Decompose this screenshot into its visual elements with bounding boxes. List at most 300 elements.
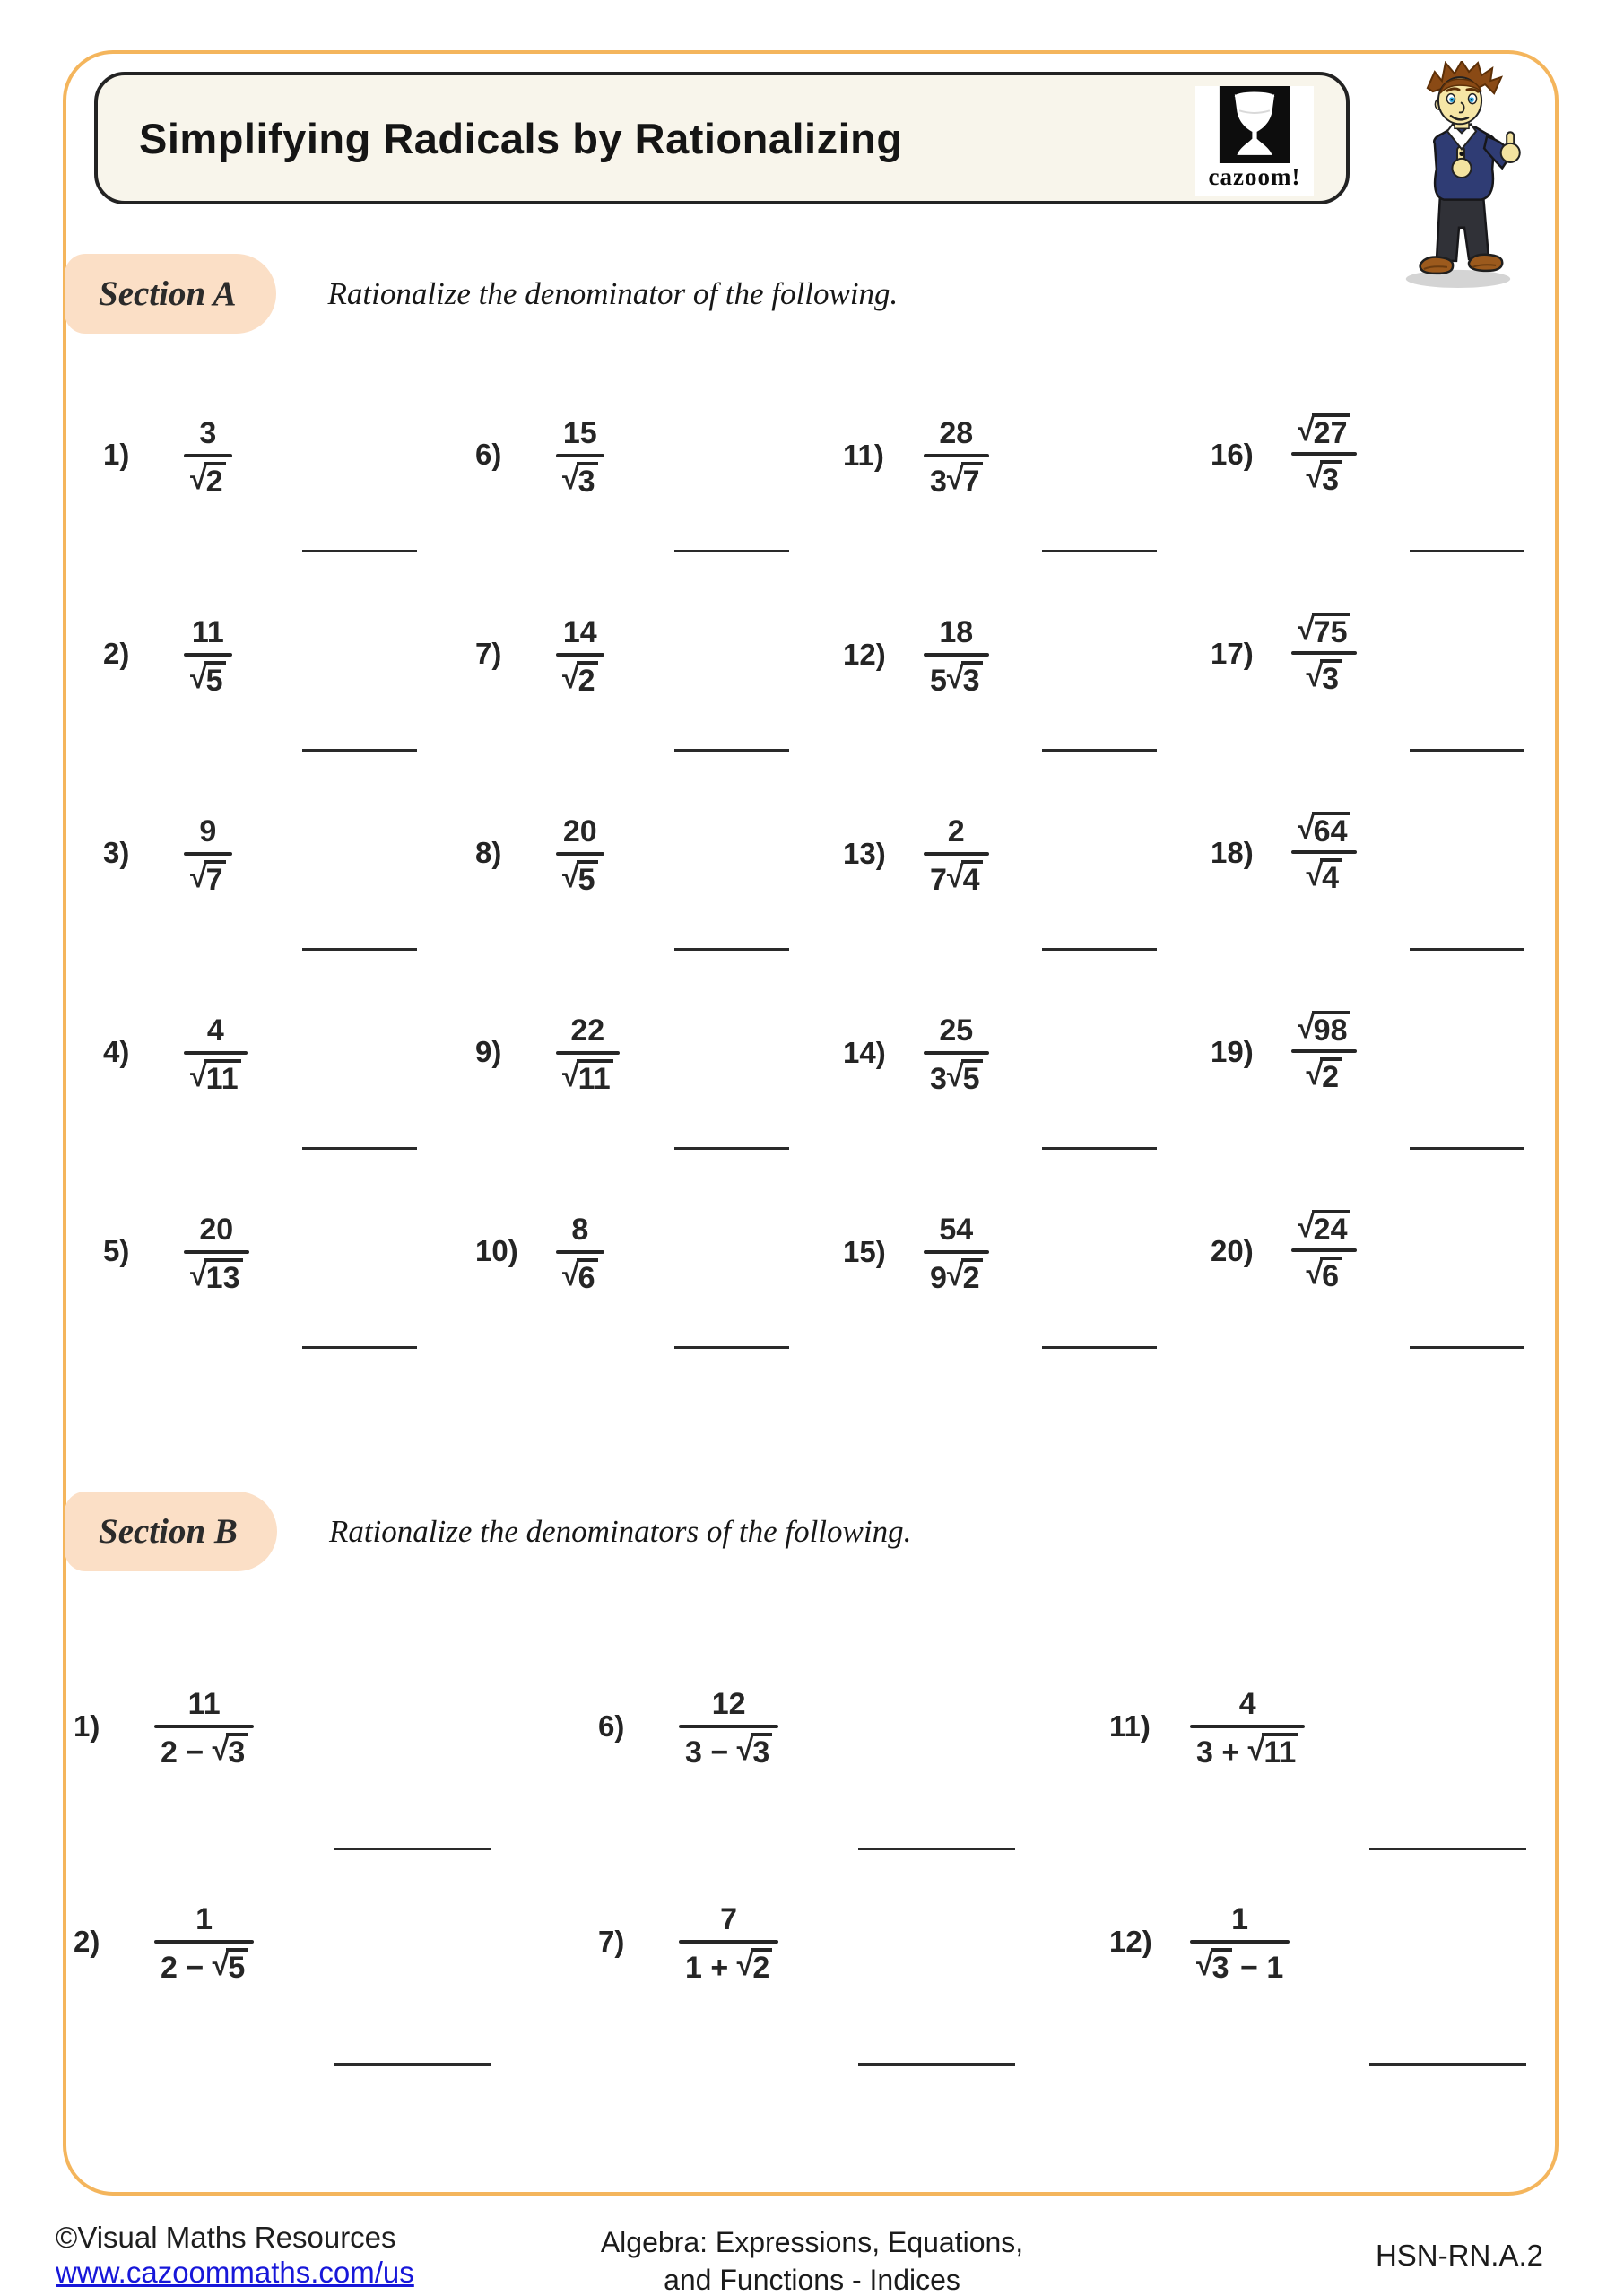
radical-sign-icon: √ <box>1298 413 1315 448</box>
fraction-numerator <box>557 413 604 450</box>
answer-line[interactable] <box>334 1848 491 1850</box>
fraction-bar <box>184 653 232 657</box>
problem-a-6 <box>466 399 834 598</box>
math-text: 7 <box>720 1902 738 1936</box>
radical <box>1298 413 1350 448</box>
fraction-numerator <box>193 812 222 848</box>
problem-number: 13) <box>843 837 886 871</box>
fraction <box>154 1900 254 1984</box>
problem-number: 2) <box>74 1925 100 1959</box>
radical <box>1196 1948 1232 1983</box>
fraction-bar <box>184 852 232 856</box>
problem-number: 8) <box>475 836 502 870</box>
radical-sign-icon: √ <box>562 1058 579 1093</box>
math-text: 18 <box>939 615 974 649</box>
answer-line[interactable] <box>1410 1147 1524 1150</box>
problem-b-12 <box>1100 1885 1553 2100</box>
math-text: 5 <box>930 663 947 698</box>
problem-number: 6) <box>475 438 502 472</box>
page-title: Simplifying Radicals by Rationalizing <box>139 114 903 162</box>
problem-number: 2) <box>103 637 130 671</box>
radical <box>1306 1257 1342 1292</box>
problem-a-5 <box>94 1196 466 1395</box>
radicand: 3 <box>226 1733 248 1768</box>
section-a-label: Section A <box>65 254 276 334</box>
radicand: 4 <box>961 860 983 895</box>
fraction <box>556 613 604 696</box>
fraction-numerator <box>1291 413 1357 448</box>
fraction <box>1291 812 1357 893</box>
footer-subject <box>448 2224 1176 2296</box>
fraction <box>924 1210 989 1294</box>
footer-copyright: ©Visual Maths Resources <box>56 2221 396 2254</box>
fraction-numerator <box>193 1210 239 1247</box>
radical <box>562 462 598 497</box>
logo-wordmark: cazoom! <box>1208 163 1301 190</box>
math-text: 3 + <box>1196 1735 1248 1770</box>
radicand: 11 <box>204 1059 241 1094</box>
answer-line[interactable] <box>674 550 789 552</box>
math-text: 3 <box>199 416 217 450</box>
fraction <box>184 812 232 895</box>
radical-sign-icon: √ <box>946 1058 964 1093</box>
problem-a-19 <box>1202 996 1547 1196</box>
problem-number: 11) <box>843 439 884 473</box>
section-b-instruction: Rationalize the denominators of the following. <box>328 1513 912 1549</box>
fraction-denominator <box>184 462 232 497</box>
answer-line[interactable] <box>1042 1147 1157 1150</box>
fraction-denominator <box>1190 1948 1290 1985</box>
fraction-denominator <box>924 462 989 499</box>
math-text: 8 <box>571 1213 589 1247</box>
radical <box>1298 812 1350 847</box>
answer-line[interactable] <box>334 2063 491 2066</box>
fraction <box>1291 413 1357 495</box>
problem-a-11 <box>834 399 1202 598</box>
fraction-bar <box>924 1250 989 1254</box>
radical <box>562 661 598 696</box>
problem-number: 10) <box>475 1234 518 1268</box>
fraction-denominator <box>184 860 232 895</box>
radicand: 3 <box>1320 659 1342 694</box>
radical <box>213 1948 248 1983</box>
radicand: 3 <box>577 462 598 497</box>
radical-sign-icon: √ <box>1298 1011 1315 1045</box>
fraction-numerator <box>182 1684 227 1721</box>
answer-line[interactable] <box>674 1147 789 1150</box>
section-a-problems <box>94 399 1547 1395</box>
radicand: 6 <box>1320 1257 1342 1292</box>
radical <box>1248 1733 1299 1768</box>
math-text: 2 <box>947 814 965 848</box>
problem-a-9 <box>466 996 834 1196</box>
fraction-denominator <box>556 860 604 895</box>
fraction <box>184 413 232 497</box>
radical-sign-icon: √ <box>1196 1947 1213 1982</box>
radical-sign-icon: √ <box>190 461 207 496</box>
radical-sign-icon: √ <box>946 1257 964 1292</box>
radicand: 2 <box>204 462 226 497</box>
fraction-bar <box>556 1051 620 1055</box>
fraction-bar <box>924 852 989 856</box>
math-text: 20 <box>562 814 597 848</box>
problem-number: 18) <box>1211 835 1254 869</box>
radical <box>947 462 983 497</box>
radical-sign-icon: √ <box>946 660 964 695</box>
math-text: 4 <box>206 1013 224 1048</box>
fraction-denominator <box>154 1948 254 1985</box>
math-text: 11 <box>187 1687 221 1721</box>
math-text: 28 <box>939 416 974 450</box>
math-text: 2 − <box>161 1950 213 1985</box>
fraction-denominator <box>1299 858 1348 893</box>
radical <box>562 860 598 895</box>
fraction-denominator <box>556 1059 620 1094</box>
fraction <box>154 1684 254 1769</box>
radicand: 27 <box>1312 413 1350 448</box>
radical <box>947 1258 983 1293</box>
fraction-numerator <box>201 1011 230 1048</box>
fraction-bar <box>1291 1049 1357 1053</box>
math-text: 15 <box>562 416 597 450</box>
problem-number: 15) <box>843 1235 886 1269</box>
fraction <box>184 1210 249 1293</box>
fraction-bar <box>1291 850 1357 854</box>
answer-line[interactable] <box>302 948 417 951</box>
problem-number: 17) <box>1211 636 1254 670</box>
math-text: 14 <box>562 615 597 649</box>
problem-a-10 <box>466 1196 834 1395</box>
radical-sign-icon: √ <box>736 1732 754 1767</box>
radical <box>947 661 983 696</box>
radical <box>1306 659 1342 694</box>
radical <box>213 1733 248 1768</box>
fraction-denominator <box>184 1258 249 1293</box>
radicand: 5 <box>226 1948 248 1983</box>
radical-sign-icon: √ <box>1306 1057 1324 1091</box>
fraction-numerator <box>933 413 979 450</box>
radicand: 11 <box>1262 1733 1298 1768</box>
answer-line[interactable] <box>674 948 789 951</box>
fraction-numerator <box>933 613 979 649</box>
math-text: 3 − <box>685 1735 737 1770</box>
problem-a-13 <box>834 797 1202 996</box>
radicand: 7 <box>204 860 226 895</box>
radical-sign-icon: √ <box>1306 1257 1324 1291</box>
radical-sign-icon: √ <box>562 859 579 894</box>
problem-a-2 <box>94 598 466 797</box>
answer-line[interactable] <box>302 749 417 752</box>
problem-number: 12) <box>843 638 886 672</box>
fraction-numerator <box>564 1011 611 1048</box>
radical-sign-icon: √ <box>946 859 964 894</box>
section-b-label: Section B <box>65 1492 277 1571</box>
answer-line[interactable] <box>1410 749 1524 752</box>
section-b-header <box>65 1492 911 1571</box>
fraction-denominator <box>1190 1733 1305 1770</box>
problem-a-20 <box>1202 1196 1547 1395</box>
radicand: 2 <box>961 1258 983 1293</box>
problem-b-11 <box>1100 1670 1553 1885</box>
fraction-bar <box>679 1940 778 1944</box>
problem-number: 16) <box>1211 437 1254 471</box>
radicand: 7 <box>961 462 983 497</box>
radicand: 3 <box>1211 1948 1232 1983</box>
fraction-bar <box>184 1250 249 1254</box>
fraction-numerator <box>1225 1900 1255 1936</box>
cazoom-logo <box>1195 86 1314 196</box>
fraction-denominator <box>154 1733 254 1770</box>
math-text: 12 <box>711 1687 746 1721</box>
fraction-denominator <box>924 661 989 698</box>
radical <box>1298 1011 1350 1046</box>
answer-line[interactable] <box>1369 1848 1526 1850</box>
fraction-bar <box>556 852 604 856</box>
math-text: 3 <box>930 1061 947 1096</box>
problem-number: 9) <box>475 1035 502 1069</box>
problem-number: 14) <box>843 1036 886 1070</box>
radicand: 4 <box>1320 858 1342 893</box>
problem-a-16 <box>1202 399 1547 598</box>
fraction <box>1291 1011 1357 1092</box>
radical <box>737 1733 773 1768</box>
fraction <box>679 1900 778 1984</box>
answer-line[interactable] <box>1042 749 1157 752</box>
radical <box>562 1258 598 1293</box>
fraction-denominator <box>1299 1057 1348 1092</box>
problem-b-6 <box>589 1670 1100 1885</box>
math-text: 9 <box>930 1260 947 1295</box>
radical-sign-icon: √ <box>212 1947 230 1982</box>
radical <box>562 1059 613 1094</box>
math-text: 20 <box>199 1213 234 1247</box>
radical <box>1306 858 1342 893</box>
section-a-header <box>65 254 898 334</box>
fraction-numerator <box>706 1684 752 1721</box>
radicand: 6 <box>577 1258 598 1293</box>
fraction-bar <box>556 1250 604 1254</box>
fraction <box>184 613 232 696</box>
radicand: 2 <box>577 661 598 696</box>
radical-sign-icon: √ <box>190 1257 207 1292</box>
goblet-logo-icon <box>1218 86 1291 163</box>
fraction <box>1291 613 1357 694</box>
math-text: 25 <box>939 1013 974 1048</box>
footer-website-link[interactable]: www.cazoommaths.com/us <box>56 2255 414 2289</box>
answer-line[interactable] <box>1042 550 1157 552</box>
fraction-denominator <box>556 1258 604 1293</box>
radical-sign-icon: √ <box>736 1947 754 1982</box>
title-box <box>94 72 1350 204</box>
problem-number: 20) <box>1211 1233 1254 1267</box>
radical <box>1298 613 1350 648</box>
radical-sign-icon: √ <box>190 1058 207 1093</box>
problem-number: 6) <box>598 1709 625 1744</box>
footer-subject-line2: and Functions - Indices <box>664 2263 960 2296</box>
problem-number: 11) <box>1109 1709 1151 1744</box>
fraction <box>924 1011 989 1095</box>
radicand: 24 <box>1312 1210 1350 1245</box>
fraction <box>1190 1900 1290 1984</box>
problem-number: 12) <box>1109 1925 1152 1959</box>
radicand: 3 <box>751 1733 772 1768</box>
radical-sign-icon: √ <box>562 660 579 695</box>
fraction-bar <box>1291 651 1357 655</box>
radical-sign-icon: √ <box>1298 1210 1315 1244</box>
fraction-bar <box>924 653 989 657</box>
fraction-bar <box>1291 452 1357 456</box>
problem-a-18 <box>1202 797 1547 996</box>
problem-a-17 <box>1202 598 1547 797</box>
radicand: 5 <box>577 860 598 895</box>
fraction <box>1190 1684 1305 1769</box>
fraction <box>924 413 989 498</box>
answer-line[interactable] <box>1410 1346 1524 1349</box>
radicand: 3 <box>1320 460 1342 495</box>
radicand: 64 <box>1312 812 1350 847</box>
problem-a-15 <box>834 1196 1202 1395</box>
fraction <box>1291 1210 1357 1292</box>
fraction-denominator <box>679 1733 778 1770</box>
fraction <box>556 1210 604 1293</box>
fraction <box>184 1011 248 1094</box>
radical <box>947 860 983 895</box>
answer-line[interactable] <box>1410 948 1524 951</box>
radicand: 2 <box>751 1948 772 1983</box>
fraction <box>556 812 604 895</box>
problem-a-8 <box>466 797 834 996</box>
fraction <box>679 1684 778 1769</box>
radicand: 5 <box>204 661 226 696</box>
math-text: − 1 <box>1231 1950 1284 1985</box>
fraction-denominator <box>556 462 604 497</box>
fraction-numerator <box>933 1011 979 1048</box>
fraction-numerator <box>1233 1684 1263 1721</box>
math-text: 7 <box>930 862 947 897</box>
radical <box>737 1948 773 1983</box>
math-text: 2 − <box>161 1735 213 1770</box>
fraction-numerator <box>933 1210 979 1247</box>
math-text: 4 <box>1238 1687 1256 1721</box>
math-text: 9 <box>199 814 217 848</box>
radicand: 75 <box>1312 613 1350 648</box>
section-b-problems <box>65 1670 1553 2100</box>
radical <box>1306 460 1342 495</box>
fraction <box>556 413 604 497</box>
radical <box>190 1258 243 1293</box>
problem-b-7 <box>589 1885 1100 2100</box>
radical-sign-icon: √ <box>1306 460 1324 494</box>
fraction-numerator <box>1291 613 1357 648</box>
fraction-numerator <box>565 1210 595 1247</box>
answer-line[interactable] <box>1369 2063 1526 2066</box>
fraction-bar <box>924 454 989 457</box>
math-text: 54 <box>939 1213 974 1247</box>
fraction-denominator <box>924 1059 989 1096</box>
mascot-boy-illustration <box>1393 61 1529 291</box>
radicand: 2 <box>1320 1057 1342 1092</box>
answer-line[interactable] <box>858 2063 1015 2066</box>
radical <box>190 1059 241 1094</box>
fraction-denominator <box>679 1948 778 1985</box>
math-text: 1 <box>1231 1902 1249 1936</box>
answer-line[interactable] <box>302 1147 417 1150</box>
problem-number: 5) <box>103 1234 130 1268</box>
radical-sign-icon: √ <box>946 461 964 496</box>
answer-line[interactable] <box>302 550 417 552</box>
fraction-bar <box>184 1051 248 1055</box>
radical-sign-icon: √ <box>1306 858 1324 892</box>
fraction-denominator <box>1299 460 1348 495</box>
problem-a-3 <box>94 797 466 996</box>
fraction-bar <box>1291 1248 1357 1252</box>
math-text: 22 <box>570 1013 605 1048</box>
problem-a-14 <box>834 996 1202 1196</box>
fraction-numerator <box>557 613 604 649</box>
radical <box>190 462 226 497</box>
fraction-numerator <box>186 613 230 649</box>
answer-line[interactable] <box>1042 1346 1157 1349</box>
math-text: 1 <box>195 1902 213 1936</box>
fraction-numerator <box>942 812 971 848</box>
math-text: 3 <box>930 464 947 499</box>
fraction-numerator <box>1291 812 1357 847</box>
radicand: 98 <box>1312 1011 1350 1046</box>
fraction <box>924 613 989 697</box>
radical-sign-icon: √ <box>562 461 579 496</box>
fraction-denominator <box>924 860 989 897</box>
radical-sign-icon: √ <box>1306 659 1324 693</box>
answer-line[interactable] <box>858 1848 1015 1850</box>
footer-subject-line1: Algebra: Expressions, Equations, <box>600 2226 1024 2258</box>
problem-a-4 <box>94 996 466 1196</box>
fraction-bar <box>1190 1940 1290 1944</box>
fraction <box>556 1011 620 1094</box>
fraction-denominator <box>184 661 232 696</box>
answer-line[interactable] <box>302 1346 417 1349</box>
radicand: 3 <box>961 661 983 696</box>
answer-line[interactable] <box>674 1346 789 1349</box>
radical-sign-icon: √ <box>212 1732 230 1767</box>
fraction-numerator <box>714 1900 743 1936</box>
fraction-numerator <box>1291 1011 1357 1046</box>
fraction <box>924 812 989 896</box>
math-text: 1 + <box>685 1950 737 1985</box>
problem-number: 1) <box>74 1709 100 1744</box>
radical <box>947 1059 983 1094</box>
footer-standard-code: HSN-RN.A.2 <box>1375 2239 1543 2272</box>
radical-sign-icon: √ <box>1247 1732 1265 1767</box>
answer-line[interactable] <box>674 749 789 752</box>
radical <box>190 860 226 895</box>
problem-number: 7) <box>475 637 502 671</box>
radical-sign-icon: √ <box>562 1257 579 1292</box>
answer-line[interactable] <box>1410 550 1524 552</box>
answer-line[interactable] <box>1042 948 1157 951</box>
fraction-bar <box>184 454 232 457</box>
fraction-bar <box>679 1725 778 1728</box>
problem-b-1 <box>65 1670 589 1885</box>
radical-sign-icon: √ <box>190 660 207 695</box>
problem-number: 1) <box>103 438 130 472</box>
problem-a-12 <box>834 598 1202 797</box>
radicand: 13 <box>204 1258 243 1293</box>
radical <box>1306 1057 1342 1092</box>
problem-number: 4) <box>103 1035 130 1069</box>
fraction-numerator <box>1291 1210 1357 1245</box>
problem-a-1 <box>94 399 466 598</box>
radicand: 5 <box>961 1059 983 1094</box>
